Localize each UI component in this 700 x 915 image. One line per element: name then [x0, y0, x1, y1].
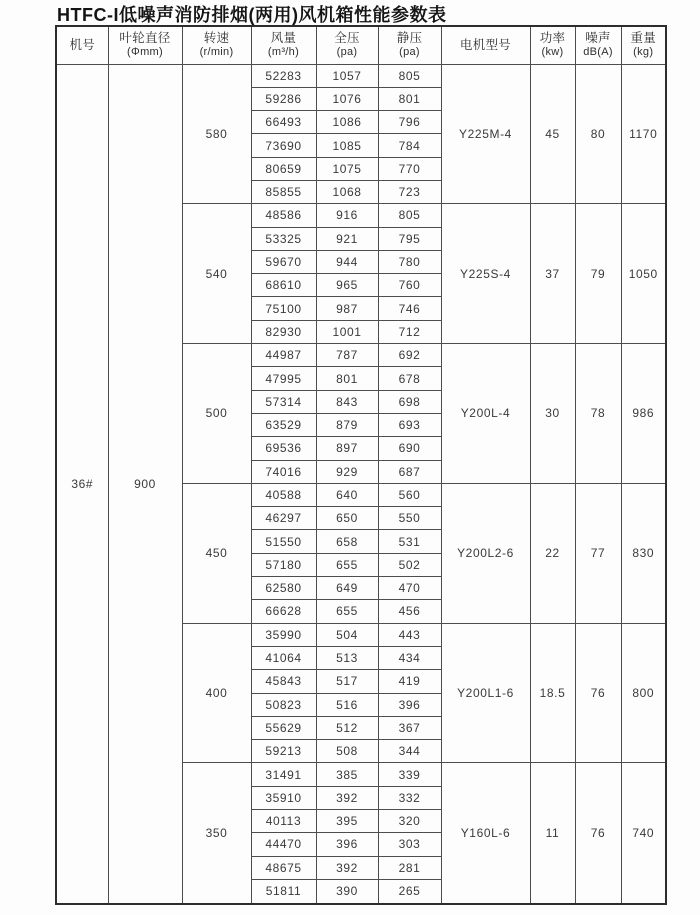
total-pressure-cell: 1085 [316, 134, 378, 157]
noise-cell: 76 [575, 623, 621, 763]
noise-cell: 77 [575, 483, 621, 623]
total-pressure-cell: 1057 [316, 64, 378, 87]
noise-cell: 76 [575, 763, 621, 904]
air-volume-cell: 55629 [251, 716, 316, 739]
table-body [56, 64, 666, 904]
static-pressure-cell: 344 [378, 740, 441, 763]
static-pressure-cell: 805 [378, 204, 441, 227]
total-pressure-cell: 392 [316, 856, 378, 879]
static-pressure-cell: 531 [378, 530, 441, 553]
total-pressure-cell: 879 [316, 413, 378, 436]
air-volume-cell: 57314 [251, 390, 316, 413]
total-pressure-cell: 512 [316, 716, 378, 739]
static-pressure-cell: 780 [378, 250, 441, 273]
total-pressure-cell: 987 [316, 297, 378, 320]
total-pressure-cell: 508 [316, 740, 378, 763]
air-volume-cell: 80659 [251, 157, 316, 180]
air-volume-cell: 40588 [251, 483, 316, 506]
total-pressure-cell: 650 [316, 507, 378, 530]
static-pressure-cell: 723 [378, 180, 441, 203]
air-volume-cell: 35910 [251, 786, 316, 809]
static-pressure-cell: 502 [378, 553, 441, 576]
total-pressure-cell: 658 [316, 530, 378, 553]
column-header-speed: 转速 (r/min) [182, 26, 251, 64]
total-pressure-cell: 640 [316, 483, 378, 506]
static-pressure-cell: 801 [378, 87, 441, 110]
column-header-weight: 重量 (kg) [621, 26, 666, 64]
weight-cell: 1170 [621, 64, 666, 204]
air-volume-cell: 63529 [251, 413, 316, 436]
motor-model-cell: Y200L2-6 [441, 483, 530, 623]
air-volume-cell: 53325 [251, 227, 316, 250]
static-pressure-cell: 560 [378, 483, 441, 506]
air-volume-cell: 46297 [251, 507, 316, 530]
air-volume-cell: 51811 [251, 879, 316, 904]
air-volume-cell: 73690 [251, 134, 316, 157]
air-volume-cell: 66493 [251, 111, 316, 134]
static-pressure-cell: 770 [378, 157, 441, 180]
weight-cell: 830 [621, 483, 666, 623]
air-volume-cell: 82930 [251, 320, 316, 343]
total-pressure-cell: 649 [316, 577, 378, 600]
static-pressure-cell: 712 [378, 320, 441, 343]
total-pressure-cell: 655 [316, 600, 378, 623]
static-pressure-cell: 434 [378, 646, 441, 669]
static-pressure-cell: 303 [378, 833, 441, 856]
air-volume-cell: 45843 [251, 670, 316, 693]
static-pressure-cell: 443 [378, 623, 441, 646]
motor-model-cell: Y225S-4 [441, 204, 530, 344]
air-volume-cell: 74016 [251, 460, 316, 483]
air-volume-cell: 59213 [251, 740, 316, 763]
total-pressure-cell: 516 [316, 693, 378, 716]
static-pressure-cell: 332 [378, 786, 441, 809]
air-volume-cell: 59286 [251, 87, 316, 110]
machine-number-cell: 36# [56, 64, 108, 904]
air-volume-cell: 59670 [251, 250, 316, 273]
total-pressure-cell: 897 [316, 437, 378, 460]
total-pressure-cell: 801 [316, 367, 378, 390]
air-volume-cell: 50823 [251, 693, 316, 716]
air-volume-cell: 51550 [251, 530, 316, 553]
static-pressure-cell: 339 [378, 763, 441, 786]
static-pressure-cell: 693 [378, 413, 441, 436]
page-title: HTFC-I低噪声消防排烟(两用)风机箱性能参数表 [57, 5, 447, 25]
column-header-motor-model: 电机型号 [441, 26, 530, 64]
noise-cell: 78 [575, 344, 621, 484]
air-volume-cell: 44470 [251, 833, 316, 856]
static-pressure-cell: 795 [378, 227, 441, 250]
total-pressure-cell: 395 [316, 810, 378, 833]
static-pressure-cell: 281 [378, 856, 441, 879]
noise-cell: 79 [575, 204, 621, 344]
air-volume-cell: 48675 [251, 856, 316, 879]
column-header-air-volume: 风量 (m³/h) [251, 26, 316, 64]
total-pressure-cell: 1068 [316, 180, 378, 203]
total-pressure-cell: 1075 [316, 157, 378, 180]
column-header-machine-no: 机号 [56, 26, 108, 64]
column-header-static-pressure: 静压 (pa) [378, 26, 441, 64]
air-volume-cell: 35990 [251, 623, 316, 646]
air-volume-cell: 69536 [251, 437, 316, 460]
total-pressure-cell: 385 [316, 763, 378, 786]
noise-cell: 80 [575, 64, 621, 204]
air-volume-cell: 62580 [251, 577, 316, 600]
total-pressure-cell: 843 [316, 390, 378, 413]
air-volume-cell: 48586 [251, 204, 316, 227]
weight-cell: 740 [621, 763, 666, 904]
total-pressure-cell: 916 [316, 204, 378, 227]
total-pressure-cell: 517 [316, 670, 378, 693]
static-pressure-cell: 760 [378, 274, 441, 297]
column-header-impeller-diameter: 叶轮直径 (Φmm) [108, 26, 182, 64]
static-pressure-cell: 678 [378, 367, 441, 390]
static-pressure-cell: 419 [378, 670, 441, 693]
air-volume-cell: 68610 [251, 274, 316, 297]
static-pressure-cell: 690 [378, 437, 441, 460]
total-pressure-cell: 392 [316, 786, 378, 809]
power-cell: 11 [530, 763, 575, 904]
total-pressure-cell: 929 [316, 460, 378, 483]
speed-cell: 580 [182, 64, 251, 204]
air-volume-cell: 41064 [251, 646, 316, 669]
fan-performance-table [55, 25, 667, 905]
motor-model-cell: Y160L-6 [441, 763, 530, 904]
power-cell: 18.5 [530, 623, 575, 763]
table-row [56, 64, 666, 87]
power-cell: 22 [530, 483, 575, 623]
total-pressure-cell: 921 [316, 227, 378, 250]
motor-model-cell: Y225M-4 [441, 64, 530, 204]
static-pressure-cell: 456 [378, 600, 441, 623]
static-pressure-cell: 746 [378, 297, 441, 320]
total-pressure-cell: 965 [316, 274, 378, 297]
static-pressure-cell: 805 [378, 64, 441, 87]
power-cell: 37 [530, 204, 575, 344]
static-pressure-cell: 396 [378, 693, 441, 716]
motor-model-cell: Y200L-4 [441, 344, 530, 484]
table-header [56, 26, 666, 64]
air-volume-cell: 47995 [251, 367, 316, 390]
speed-cell: 400 [182, 623, 251, 763]
static-pressure-cell: 692 [378, 344, 441, 367]
header-row [56, 26, 666, 64]
air-volume-cell: 75100 [251, 297, 316, 320]
air-volume-cell: 31491 [251, 763, 316, 786]
total-pressure-cell: 1001 [316, 320, 378, 343]
weight-cell: 800 [621, 623, 666, 763]
total-pressure-cell: 390 [316, 879, 378, 904]
air-volume-cell: 40113 [251, 810, 316, 833]
column-header-total-pressure: 全压 (pa) [316, 26, 378, 64]
speed-cell: 350 [182, 763, 251, 904]
total-pressure-cell: 944 [316, 250, 378, 273]
total-pressure-cell: 513 [316, 646, 378, 669]
total-pressure-cell: 1086 [316, 111, 378, 134]
power-cell: 45 [530, 64, 575, 204]
static-pressure-cell: 784 [378, 134, 441, 157]
power-cell: 30 [530, 344, 575, 484]
static-pressure-cell: 698 [378, 390, 441, 413]
speed-cell: 500 [182, 344, 251, 484]
column-header-power: 功率 (kw) [530, 26, 575, 64]
total-pressure-cell: 504 [316, 623, 378, 646]
air-volume-cell: 85855 [251, 180, 316, 203]
weight-cell: 986 [621, 344, 666, 484]
static-pressure-cell: 796 [378, 111, 441, 134]
static-pressure-cell: 320 [378, 810, 441, 833]
static-pressure-cell: 550 [378, 507, 441, 530]
speed-cell: 450 [182, 483, 251, 623]
static-pressure-cell: 470 [378, 577, 441, 600]
static-pressure-cell: 265 [378, 879, 441, 904]
speed-cell: 540 [182, 204, 251, 344]
static-pressure-cell: 687 [378, 460, 441, 483]
air-volume-cell: 52283 [251, 64, 316, 87]
column-header-noise: 噪声 dB(A) [575, 26, 621, 64]
total-pressure-cell: 1076 [316, 87, 378, 110]
total-pressure-cell: 396 [316, 833, 378, 856]
weight-cell: 1050 [621, 204, 666, 344]
impeller-diameter-cell: 900 [108, 64, 182, 904]
total-pressure-cell: 655 [316, 553, 378, 576]
motor-model-cell: Y200L1-6 [441, 623, 530, 763]
air-volume-cell: 57180 [251, 553, 316, 576]
air-volume-cell: 44987 [251, 344, 316, 367]
total-pressure-cell: 787 [316, 344, 378, 367]
air-volume-cell: 66628 [251, 600, 316, 623]
static-pressure-cell: 367 [378, 716, 441, 739]
